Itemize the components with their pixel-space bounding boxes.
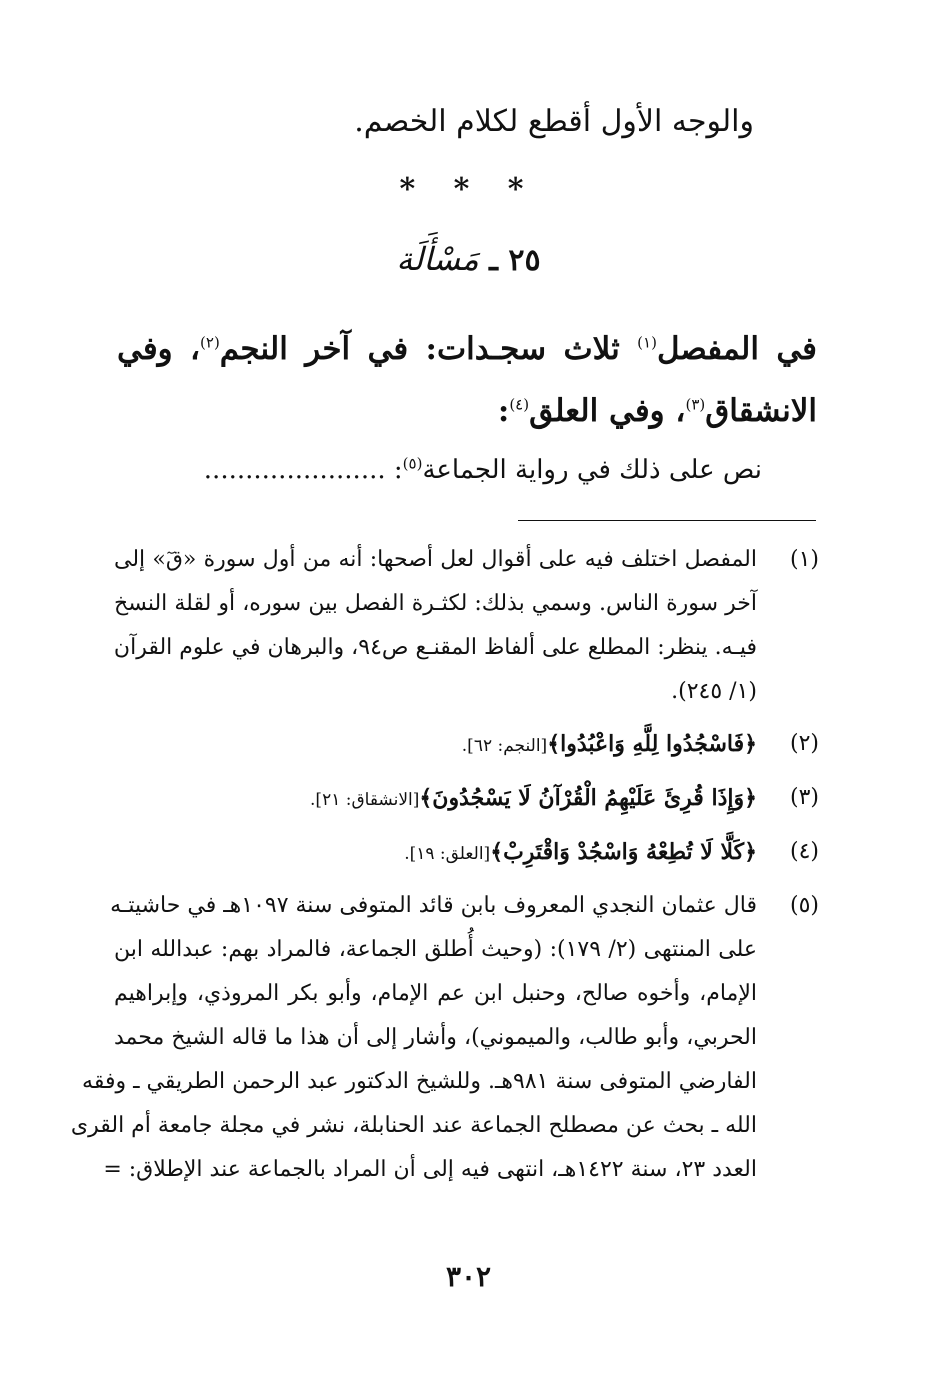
nass-colon: : xyxy=(393,455,403,485)
heading-word: مَسْأَلَة xyxy=(396,240,479,278)
footnote-2 xyxy=(114,722,819,768)
footnote-line: (١/ ٢٤٥). xyxy=(671,679,757,704)
masala-text: ، وفي العلق xyxy=(529,393,686,429)
footnote-text xyxy=(114,722,757,768)
footnote-ref: (١) xyxy=(637,333,657,352)
intro-line: والوجه الأول أقطع لكلام الخصم. xyxy=(354,104,754,139)
masala-title xyxy=(117,318,817,442)
footnote-ref: (٥) xyxy=(402,454,423,473)
nass-line xyxy=(120,448,762,492)
footnote-line: على المنتهى (٢/ ١٧٩): (وحيث أُطلق الجماعة، فالمراد بهم: عبدالله ابن xyxy=(114,937,758,962)
masala-text: في المفصل xyxy=(656,331,817,367)
footnote-line: الفارضي المتوفى سنة ٩٨١هـ. وللشيخ الدكتور عبد الرحمن الطريقي ـ وفقه xyxy=(82,1069,757,1094)
section-heading xyxy=(0,240,937,278)
footnote-ref: (٤) xyxy=(509,395,530,414)
footnote-number: (٣) xyxy=(789,785,819,810)
quran-verse: ﴿كَلَّا لَا تُطِعْهُ وَاسْجُدْ وَاقْتَرِبْ﴾ xyxy=(490,839,757,865)
masala-line-1 xyxy=(117,318,817,380)
verse-reference: [الانشقاق: ٢١]. xyxy=(310,790,420,810)
footnote-number: (٢) xyxy=(789,731,819,756)
footnote-line: المفصل اختلف فيه على أقوال لعل أصحها: أنه من أول سورة «قٓ» إلى xyxy=(114,547,757,572)
verse-reference: [النجم: ٦٢]. xyxy=(461,736,548,756)
section-separator: * * * xyxy=(399,172,538,207)
footnote-number: (٤) xyxy=(789,839,819,864)
footnote-text xyxy=(114,538,757,714)
masala-text: ثلاث سجـدات: في آخر النجم xyxy=(219,331,638,367)
footnote-5 xyxy=(70,884,819,1192)
footnote-3 xyxy=(114,776,819,822)
footnote-divider xyxy=(518,520,816,521)
footnote-ref: (٣) xyxy=(685,395,706,414)
footnote-line: الإمام، وأخوه صالح، وحنبل ابن عم الإمام، وأبو بكر المروذي، وإبراهيم xyxy=(114,981,757,1006)
footnote-line: آخر سورة الناس. وسمي بذلك: لكثـرة الفصل بين سوره، أو لقلة النسخ xyxy=(114,591,757,616)
footnote-number: (١) xyxy=(789,547,819,572)
quran-verse: ﴿وَإِذَا قُرِئَ عَلَيْهِمُ الْقُرْآنُ لَا يَسْجُدُونَ﴾ xyxy=(419,785,757,811)
footnote-line: قال عثمان النجدي المعروف بابن قائد المتوفى سنة ١٠٩٧هـ في حاشيتـه xyxy=(110,893,757,918)
heading-dash: ـ xyxy=(478,243,509,278)
footnote-text xyxy=(114,830,757,876)
footnote-1 xyxy=(114,538,819,714)
masala-line-2 xyxy=(117,380,817,442)
heading-number: ٢٥ xyxy=(508,243,541,278)
masala-text: الانشقاق xyxy=(705,393,817,429)
page-number: ٣٠٢ xyxy=(445,1260,492,1293)
leader-dots: ...................... xyxy=(203,455,386,485)
verse-reference: [العلق: ١٩]. xyxy=(404,844,491,864)
footnote-number: (٥) xyxy=(789,893,819,918)
footnote-line: العدد ٢٣، سنة ١٤٢٢هـ، انتهى فيه إلى أن المراد بالجماعة عند الإطلاق: = xyxy=(103,1157,757,1182)
masala-text: : xyxy=(497,393,510,429)
footnote-line: الله ـ بحث عن مصطلح الجماعة عند الحنابلة، نشر في مجلة جامعة أم القرى xyxy=(70,1113,757,1138)
nass-text: نص على ذلك في رواية الجماعة xyxy=(422,455,762,485)
footnote-line: فيـه. ينظر: المطلع على ألفاظ المقنـع ص٩٤، والبرهان في علوم القرآن xyxy=(113,635,757,660)
footnote-ref: (٢) xyxy=(200,333,220,352)
footnote-line: الحربي، وأبو طالب، والميموني)، وأشار إلى أن هذا ما قاله الشيخ محمد xyxy=(114,1025,757,1050)
quran-verse: ﴿فَاسْجُدُوا لِلَّهِ وَاعْبُدُوا﴾ xyxy=(547,731,757,757)
footnotes xyxy=(70,538,819,1192)
footnote-text xyxy=(70,884,758,1192)
footnote-text xyxy=(114,776,757,822)
masala-text: ، وفي xyxy=(117,331,201,367)
footnote-4 xyxy=(114,830,819,876)
